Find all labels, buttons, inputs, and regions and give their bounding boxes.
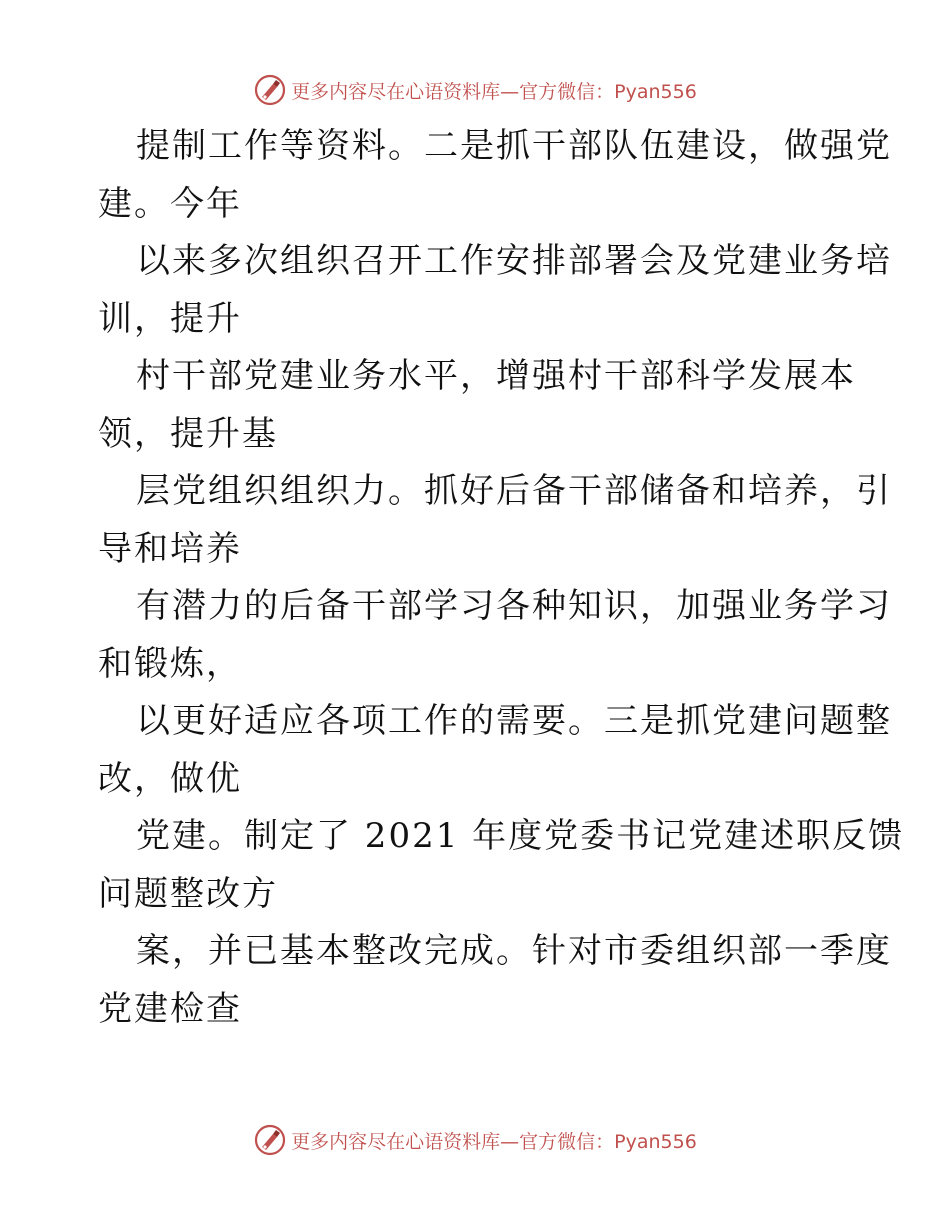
text-line: 改，做优 [98, 758, 242, 799]
footer-watermark [0, 1120, 950, 1160]
text-line: 党建。制定了 2021 年度党委书记党建述职反馈 [136, 816, 905, 856]
pen-nib-logo-icon [253, 73, 287, 107]
text-line: 提制工作等资料。二是抓干部队伍建设，做强党 [136, 126, 892, 166]
text-line: 以更好适应各项工作的需要。三是抓党建问题整 [136, 701, 892, 741]
text-line: 村干部党建业务水平，增强村干部科学发展本 [136, 356, 856, 396]
footer-watermark-text: 更多内容尽在心语资料库—官方微信：Pyan556 [291, 1130, 697, 1153]
text-line: 建。今年 [98, 183, 242, 224]
header-watermark [0, 70, 950, 110]
text-line: 问题整改方 [98, 873, 278, 914]
text-line: 和锻炼， [98, 643, 242, 684]
body-text [98, 118, 905, 1038]
text-line: 训，提升 [98, 298, 242, 339]
text-line: 层党组织组织力。抓好后备干部储备和培养，引 [136, 471, 892, 511]
text-line: 导和培养 [98, 528, 242, 569]
text-line: 领，提升基 [98, 413, 278, 454]
header-watermark-text: 更多内容尽在心语资料库—官方微信：Pyan556 [291, 80, 697, 103]
text-line: 有潜力的后备干部学习各种知识，加强业务学习 [136, 586, 892, 626]
text-line: 案，并已基本整改完成。针对市委组织部一季度 [136, 931, 892, 971]
pen-nib-logo-icon [253, 1123, 287, 1157]
text-line: 以来多次组织召开工作安排部署会及党建业务培 [136, 241, 892, 281]
text-line: 党建检查 [98, 988, 242, 1029]
